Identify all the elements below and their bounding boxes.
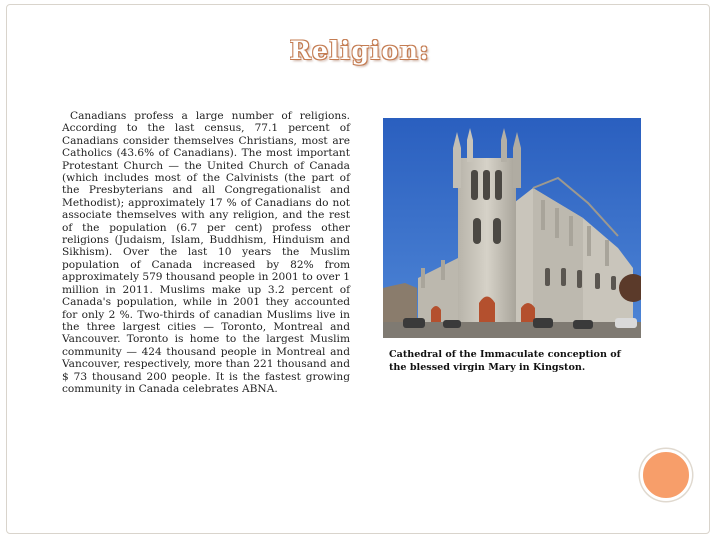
slide-title: Religion: xyxy=(289,36,431,65)
decorative-circle xyxy=(640,449,692,501)
photo-caption: Cathedral of the Immaculate conception of the blessed virgin Mary in Kingston. xyxy=(389,349,621,373)
cathedral-illustration xyxy=(383,118,641,338)
body-text: Canadians profess a large number of religions. According to the last census, 77.1 percent of Canadians consider themselves Christians, most are Catholics (43.6% of Canadians). The most important Protestant Church — the United Church of Canada (which includes most of the Calvinists (the part of the Presbyterians and all Congregationalist and Methodist); approximately 17 % of Canadians do not associate themselves with any religion, and the rest of the population (6.7 per cent) profess other religions (Judaism, Islam, Buddhism, Hinduism and Sikhism). Over the last 10 years the Muslim population of Canada increased by 82% from approximately 579 thousand people in 2001 to over 1 million in 2011. Muslims make up 3.2 percent of Canada's population, while in 2001 they accounted for only 2 %. Two-thirds of canadian Muslims live in the three largest cities — Toronto, Montreal and Vancouver. Toronto is home to the largest Muslim community — 424 thousand people in Montreal and Vancouver, respectively, more than 221 thousand and $ 73 thousand 200 people. It is the fastest growing community in Canada celebrates ABNA. xyxy=(62,110,350,395)
cathedral-photo xyxy=(383,118,641,338)
